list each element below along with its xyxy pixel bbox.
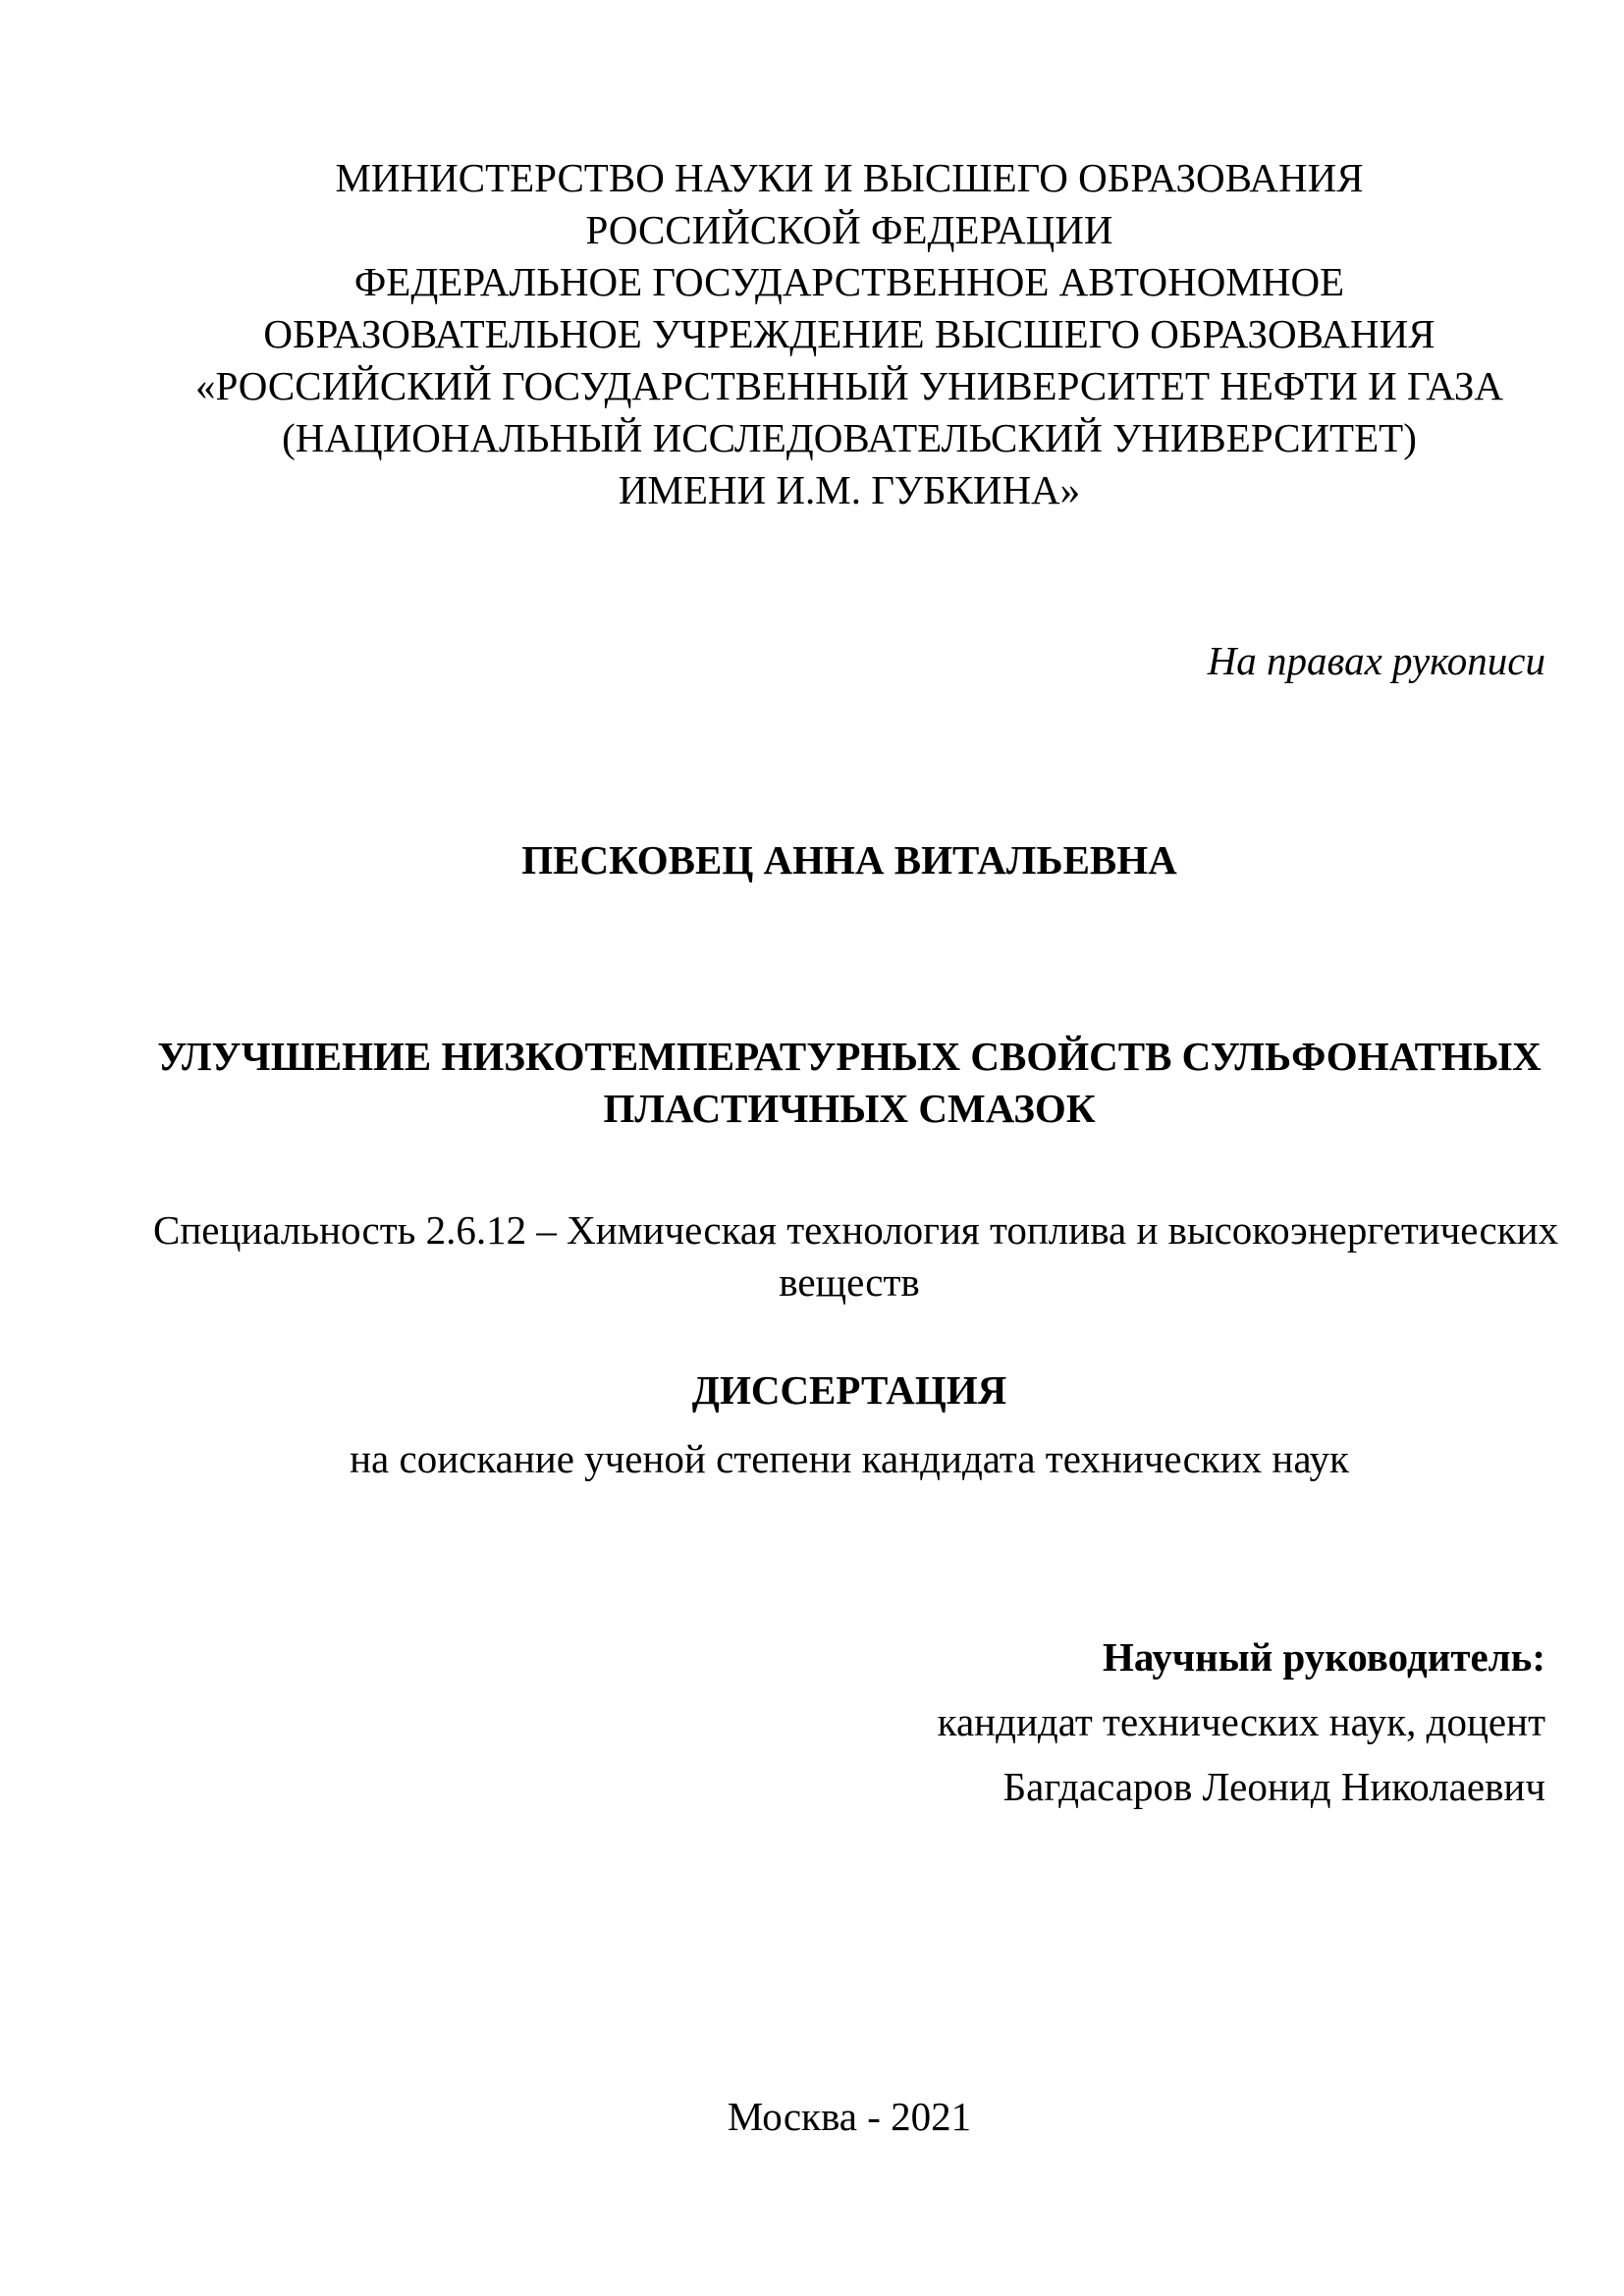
- supervisor-degree: кандидат технических наук, доцент: [937, 1699, 1545, 1744]
- author-name: ПЕСКОВЕЦ АННА ВИТАЛЬЕВНА: [521, 837, 1177, 882]
- supervisor-block: [153, 1625, 1545, 1819]
- header-line: ИМЕНИ И.М. ГУБКИНА»: [618, 467, 1081, 512]
- title-line: ПЛАСТИЧНЫХ СМАЗОК: [603, 1086, 1096, 1131]
- header-line: ФЕДЕРАЛЬНОЕ ГОСУДАРСТВЕННОЕ АВТОНОМНОЕ: [353, 259, 1345, 304]
- specialty: [153, 1204, 1559, 1308]
- title-line: УЛУЧШЕНИЕ НИЗКОТЕМПЕРАТУРНЫХ СВОЙСТВ СУЛЬФОНАТНЫХ: [157, 1034, 1542, 1079]
- document-type-label: ДИССЕРТАЦИЯ: [691, 1367, 1007, 1413]
- header-line: РОССИЙСКОЙ ФЕДЕРАЦИИ: [585, 207, 1113, 252]
- header-line: (НАЦИОНАЛЬНЫЙ ИССЛЕДОВАТЕЛЬСКИЙ УНИВЕРСИТЕТ): [282, 415, 1417, 460]
- supervisor-label: Научный руководитель:: [1103, 1634, 1545, 1680]
- header-line: МИНИСТЕРСТВО НАУКИ И ВЫСШЕГО ОБРАЗОВАНИЯ: [335, 155, 1364, 200]
- manuscript-rights-note: На правах рукописи: [1207, 638, 1545, 683]
- specialty-line: Специальность 2.6.12 – Химическая технология топлива и высокоэнергетических: [153, 1207, 1559, 1253]
- header-line: ОБРАЗОВАТЕЛЬНОЕ УЧРЕЖДЕНИЕ ВЫСШЕГО ОБРАЗОВАНИЯ: [263, 311, 1435, 356]
- supervisor-name: Багдасаров Леонид Николаевич: [1002, 1764, 1545, 1809]
- degree-pursuit-line: на соискание ученой степени кандидата технических наук: [350, 1436, 1349, 1481]
- city-year: Москва - 2021: [727, 2094, 972, 2139]
- dissertation-title: [153, 1031, 1545, 1135]
- ministry-header: [153, 152, 1545, 516]
- specialty-line: веществ: [779, 1259, 920, 1305]
- header-line: «РОССИЙСКИЙ ГОСУДАРСТВЕННЫЙ УНИВЕРСИТЕТ НЕФТИ И ГАЗА: [195, 363, 1503, 408]
